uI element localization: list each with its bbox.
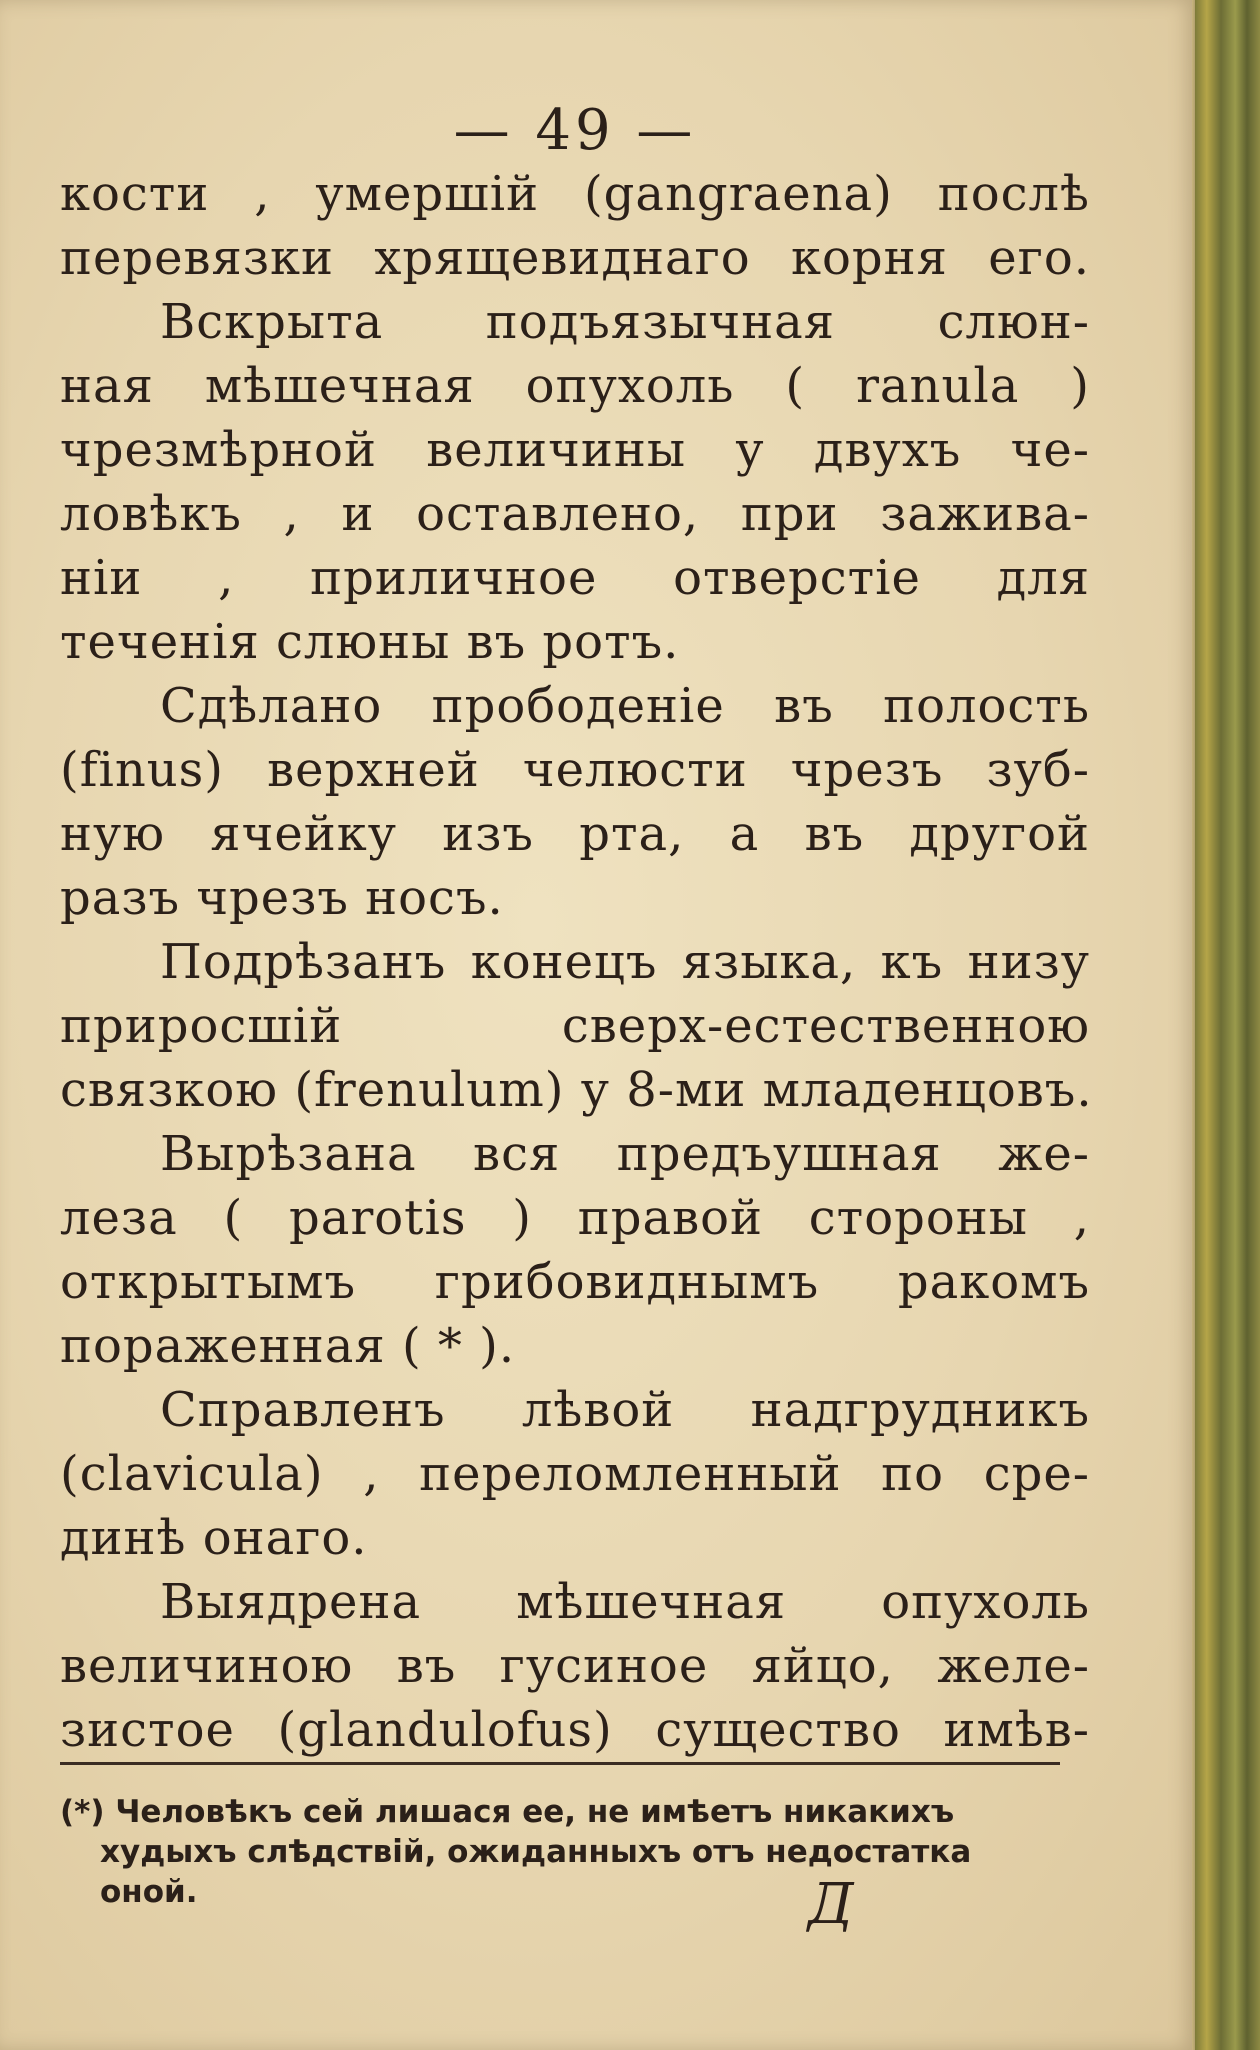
text-line: (clavicula) , переломленный по сре- xyxy=(60,1446,1090,1502)
text-line: динѣ онаго. xyxy=(60,1510,368,1566)
text-line: приросшій сверх-естественною xyxy=(60,998,1090,1054)
signature-mark: Д xyxy=(808,1872,854,1937)
text-line: разъ чрезъ носъ. xyxy=(60,870,504,926)
footnote-line: оной. xyxy=(100,1874,198,1910)
footnote-line: худыхъ слѣдствій, ожиданныхъ отъ недостатка xyxy=(100,1834,972,1870)
footnote-line: (*) Человѣкъ сей лишася ее, не имѣетъ никакихъ xyxy=(60,1794,955,1830)
text-line: кости , умершій (gangraena) послѣ xyxy=(60,166,1090,222)
text-line: связкою (frenulum) у 8-ми младенцовъ. xyxy=(60,1062,1093,1118)
text-line: открытымъ грибовиднымъ ракомъ xyxy=(60,1254,1090,1310)
text-line: Сдѣлано прободеніе въ полость xyxy=(160,678,1090,734)
text-line: теченія слюны въ ротъ. xyxy=(60,614,680,670)
text-line: чрезмѣрной величины у двухъ че- xyxy=(60,422,1090,478)
page-number-header: — 49 — xyxy=(453,98,697,163)
text-line: Вырѣзана вся предъушная же- xyxy=(160,1126,1090,1182)
text-line: ную ячейку изъ рта, а въ другой xyxy=(60,806,1090,862)
text-line: леза ( parotis ) правой стороны , xyxy=(60,1190,1090,1246)
text-line: Справленъ лѣвой надгрудникъ xyxy=(160,1382,1090,1438)
text-line: зистое (glandulofus) существо имѣв- xyxy=(60,1702,1090,1758)
text-line: величиною въ гусиное яйцо, желе- xyxy=(60,1638,1090,1694)
text-line: Вскрыта подъязычная слюн- xyxy=(160,294,1090,350)
text-line: ніи , приличное отверстіе для xyxy=(60,550,1090,606)
text-line: ловѣкъ , и оставлено, при заживa- xyxy=(60,486,1090,542)
text-line: Подрѣзанъ конецъ языка, къ низу xyxy=(160,934,1090,990)
footnote xyxy=(60,1792,1070,1912)
text-line: ная мѣшечная опухоль ( ranula ) xyxy=(60,358,1090,414)
book-spine xyxy=(1195,0,1260,2050)
text-line: (finus) верхней челюсти чрезъ зуб- xyxy=(60,742,1090,798)
footnote-divider xyxy=(60,1762,1060,1765)
text-line: Выядрена мѣшечная опухоль xyxy=(160,1574,1090,1630)
text-line: пораженная ( * ). xyxy=(60,1318,516,1374)
body-text xyxy=(60,162,1093,1762)
text-line: перевязки хрящевиднаго корня его. xyxy=(60,230,1090,286)
